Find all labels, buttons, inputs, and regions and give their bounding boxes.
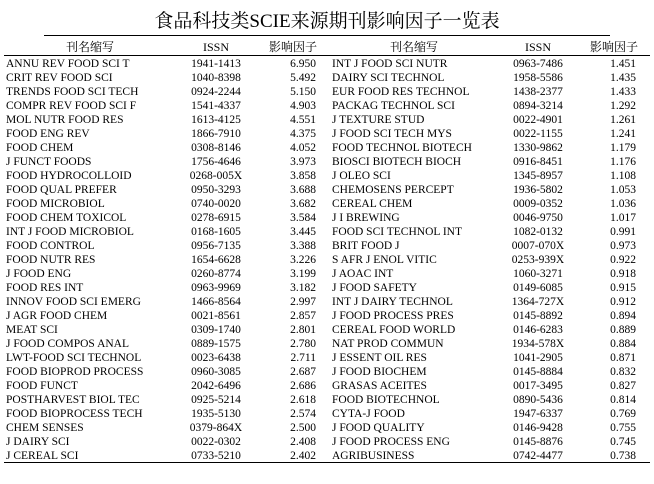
cell-journal-name: FOOD FUNCT: [6, 379, 78, 392]
cell-issn: 1941-1413: [191, 57, 241, 70]
column-header-issn: ISSN: [498, 40, 578, 56]
cell-journal-name: FOOD RES INT: [6, 281, 84, 294]
table-row: [330, 56, 650, 71]
cell-impact-factor: 4.375: [290, 127, 316, 140]
cell-impact-factor: 0.918: [610, 267, 636, 280]
cell-impact-factor: 3.584: [290, 211, 316, 224]
cell-journal-name: GRASAS ACEITES: [332, 379, 427, 392]
cell-impact-factor: 2.408: [290, 435, 316, 448]
cell-journal-name: POSTHARVEST BIOL TEC: [6, 393, 140, 406]
cell-journal-name: J FOOD ENG: [6, 267, 72, 280]
table-row: [4, 112, 330, 126]
cell-issn: 0309-1740: [191, 323, 241, 336]
cell-issn: 0960-3085: [191, 365, 241, 378]
cell-impact-factor: 0.814: [610, 393, 636, 406]
cell-impact-factor: 0.832: [610, 365, 636, 378]
column-header-impact: 影响因子: [578, 40, 650, 56]
cell-impact-factor: 3.688: [290, 183, 316, 196]
table-row: [4, 168, 330, 182]
table-row: [330, 420, 650, 434]
cell-impact-factor: 0.915: [610, 281, 636, 294]
cell-impact-factor: 0.871: [610, 351, 636, 364]
cell-journal-name: FOOD BIOTECHNOL: [332, 393, 440, 406]
cell-issn: 1613-4125: [191, 113, 241, 126]
cell-impact-factor: 2.402: [256, 448, 330, 463]
cell-issn: 1330-9862: [513, 141, 563, 154]
cell-issn: 1082-0132: [513, 225, 563, 238]
table-row: [4, 266, 330, 280]
table-row: [330, 98, 650, 112]
cell-journal-name: FOOD NUTR RES: [6, 253, 96, 266]
cell-journal-name: NAT PROD COMMUN: [332, 337, 444, 350]
cell-impact-factor: 0.755: [610, 421, 636, 434]
table-row: [4, 420, 330, 434]
cell-journal-name: MOL NUTR FOOD RES: [6, 113, 124, 126]
page-title: 食品科技类SCIE来源期刊影响因子一览表: [44, 4, 610, 36]
cell-impact-factor: 1.292: [610, 99, 636, 112]
cell-impact-factor: 4.052: [290, 141, 316, 154]
cell-impact-factor: 2.500: [290, 421, 316, 434]
cell-issn: 0146-9428: [513, 421, 563, 434]
cell-issn: 0733-5210: [176, 448, 256, 463]
cell-journal-name: J CEREAL SCI: [4, 448, 176, 463]
table-row: [4, 434, 330, 448]
cell-issn: 0742-4477: [498, 448, 578, 463]
cell-issn: 0022-1155: [513, 127, 563, 140]
table-row: [4, 336, 330, 350]
cell-journal-name: INT J DAIRY TECHNOL: [332, 295, 453, 308]
table-row: [330, 336, 650, 350]
cell-impact-factor: 3.226: [290, 253, 316, 266]
cell-impact-factor: 1.108: [610, 169, 636, 182]
cell-journal-name: FOOD BIOPROD PROCESS: [6, 365, 144, 378]
cell-journal-name: CYTA-J FOOD: [332, 407, 405, 420]
cell-impact-factor: 6.950: [290, 57, 316, 70]
cell-journal-name: EUR FOOD RES TECHNOL: [332, 85, 470, 98]
cell-journal-name: INT J FOOD SCI NUTR: [332, 57, 448, 70]
table-row: [4, 196, 330, 210]
cell-issn: 1438-2377: [513, 85, 563, 98]
table-row: [330, 210, 650, 224]
cell-impact-factor: 1.435: [610, 71, 636, 84]
cell-issn: 0924-2244: [191, 85, 241, 98]
cell-journal-name: INT J FOOD MICROBIOL: [6, 225, 134, 238]
cell-impact-factor: 4.551: [290, 113, 316, 126]
cell-journal-name: FOOD ENG REV: [6, 127, 90, 140]
cell-impact-factor: 1.179: [610, 141, 636, 154]
cell-impact-factor: 3.388: [290, 239, 316, 252]
table-row: [4, 154, 330, 168]
cell-journal-name: AGRIBUSINESS: [330, 448, 498, 463]
column-header-name: 刊名缩写: [330, 40, 498, 56]
table-row: [4, 378, 330, 392]
cell-impact-factor: 0.769: [610, 407, 636, 420]
cell-journal-name: PACKAG TECHNOL SCI: [332, 99, 455, 112]
table-row: [330, 378, 650, 392]
cell-journal-name: FOOD CHEM TOXICOL: [6, 211, 127, 224]
cell-issn: 0009-0352: [513, 197, 563, 210]
cell-issn: 0963-7486: [513, 57, 563, 70]
cell-journal-name: FOOD SCI TECHNOL INT: [332, 225, 463, 238]
table-row: [4, 182, 330, 196]
cell-issn: 0017-3495: [513, 379, 563, 392]
cell-issn: 1756-4646: [191, 155, 241, 168]
cell-issn: 1364-727X: [511, 295, 565, 308]
cell-impact-factor: 2.687: [290, 365, 316, 378]
cell-issn: 0963-9969: [191, 281, 241, 294]
cell-journal-name: ANNU REV FOOD SCI T: [6, 57, 130, 70]
table-row: [4, 280, 330, 294]
table-body-left: [4, 56, 330, 463]
cell-issn: 1060-3271: [513, 267, 563, 280]
cell-issn: 1654-6628: [191, 253, 241, 266]
table-row: [4, 364, 330, 378]
cell-impact-factor: 2.997: [290, 295, 316, 308]
cell-impact-factor: 1.241: [610, 127, 636, 140]
table-row: [330, 406, 650, 420]
cell-issn: 0046-9750: [513, 211, 563, 224]
cell-issn: 0278-6915: [191, 211, 241, 224]
cell-issn: 0308-8146: [191, 141, 241, 154]
cell-journal-name: FOOD MICROBIOL: [6, 197, 105, 210]
table-row: [4, 224, 330, 238]
cell-impact-factor: 0.991: [610, 225, 636, 238]
cell-issn: 0740-0020: [191, 197, 241, 210]
cell-issn: 2042-6496: [191, 379, 241, 392]
table-row: [330, 252, 650, 266]
cell-journal-name: FOOD BIOPROCESS TECH: [6, 407, 143, 420]
cell-journal-name: CRIT REV FOOD SCI: [6, 71, 113, 84]
table-row: [4, 252, 330, 266]
table-row: [330, 126, 650, 140]
cell-impact-factor: 1.017: [610, 211, 636, 224]
table-row: [330, 154, 650, 168]
cell-journal-name: J FOOD PROCESS PRES: [332, 309, 454, 322]
cell-impact-factor: 1.261: [610, 113, 636, 126]
cell-journal-name: INNOV FOOD SCI EMERG: [6, 295, 141, 308]
table-row: [4, 308, 330, 322]
cell-journal-name: FOOD TECHNOL BIOTECH: [332, 141, 472, 154]
cell-journal-name: CEREAL CHEM: [332, 197, 413, 210]
cell-journal-name: J I BREWING: [332, 211, 400, 224]
cell-issn: 0023-6438: [191, 351, 241, 364]
cell-journal-name: DAIRY SCI TECHNOL: [332, 71, 445, 84]
cell-issn: 0925-5214: [191, 393, 241, 406]
table-row: [4, 140, 330, 154]
table-row: [4, 392, 330, 406]
cell-issn: 0890-5436: [513, 393, 563, 406]
table-row: [330, 266, 650, 280]
cell-journal-name: J TEXTURE STUD: [332, 113, 425, 126]
table-row: [330, 392, 650, 406]
cell-journal-name: S AFR J ENOL VITIC: [332, 253, 437, 266]
cell-impact-factor: 3.973: [290, 155, 316, 168]
cell-journal-name: J AGR FOOD CHEM: [6, 309, 108, 322]
cell-journal-name: COMPR REV FOOD SCI F: [6, 99, 137, 112]
cell-issn: 0145-8876: [513, 435, 563, 448]
cell-impact-factor: 0.889: [610, 323, 636, 336]
cell-journal-name: FOOD HYDROCOLLOID: [6, 169, 132, 182]
table-row: [4, 84, 330, 98]
cell-issn: 1040-8398: [191, 71, 241, 84]
journal-table-right: [330, 40, 650, 463]
table-row: [330, 84, 650, 98]
cell-journal-name: J FOOD COMPOS ANAL: [6, 337, 130, 350]
table-row: [330, 448, 650, 463]
cell-journal-name: BRIT FOOD J: [332, 239, 400, 252]
cell-journal-name: MEAT SCI: [6, 323, 58, 336]
cell-impact-factor: 1.036: [610, 197, 636, 210]
table-header-row: [4, 40, 330, 56]
cell-issn: 0889-1575: [191, 337, 241, 350]
journal-tables: [4, 40, 650, 463]
cell-issn: 0260-8774: [191, 267, 241, 280]
journal-table-left: [4, 40, 330, 463]
table-row: [330, 140, 650, 154]
cell-impact-factor: 0.827: [610, 379, 636, 392]
cell-impact-factor: 0.884: [610, 337, 636, 350]
cell-impact-factor: 3.182: [290, 281, 316, 294]
cell-impact-factor: 2.780: [290, 337, 316, 350]
cell-impact-factor: 2.857: [290, 309, 316, 322]
table-row: [330, 434, 650, 448]
cell-issn: 1866-7910: [191, 127, 241, 140]
cell-impact-factor: 0.922: [610, 253, 636, 266]
cell-journal-name: J OLEO SCI: [332, 169, 391, 182]
table-body-right: [330, 56, 650, 463]
cell-journal-name: FOOD CONTROL: [6, 239, 95, 252]
cell-impact-factor: 0.973: [610, 239, 636, 252]
table-row: [4, 448, 330, 463]
cell-impact-factor: 2.801: [290, 323, 316, 336]
table-row: [330, 364, 650, 378]
cell-journal-name: J FOOD PROCESS ENG: [332, 435, 450, 448]
cell-impact-factor: 0.745: [610, 435, 636, 448]
cell-issn: 0268-005X: [189, 169, 243, 182]
cell-impact-factor: 4.903: [290, 99, 316, 112]
table-row: [4, 322, 330, 336]
cell-journal-name: J AOAC INT: [332, 267, 394, 280]
cell-impact-factor: 0.912: [610, 295, 636, 308]
cell-issn: 1934-578X: [511, 337, 565, 350]
cell-issn: 1466-8564: [191, 295, 241, 308]
cell-impact-factor: 3.682: [290, 197, 316, 210]
cell-impact-factor: 0.738: [578, 448, 650, 463]
cell-impact-factor: 2.618: [290, 393, 316, 406]
table-row: [330, 308, 650, 322]
cell-journal-name: LWT-FOOD SCI TECHNOL: [6, 351, 142, 364]
cell-journal-name: FOOD QUAL PREFER: [6, 183, 117, 196]
table-row: [330, 112, 650, 126]
table-row: [330, 238, 650, 252]
table-row: [330, 280, 650, 294]
table-row: [4, 350, 330, 364]
table-row: [4, 98, 330, 112]
table-header-row: [330, 40, 650, 56]
cell-journal-name: J FOOD QUALITY: [332, 421, 425, 434]
cell-impact-factor: 1.433: [610, 85, 636, 98]
cell-journal-name: J DAIRY SCI: [6, 435, 70, 448]
cell-impact-factor: 3.199: [290, 267, 316, 280]
table-row: [330, 70, 650, 84]
cell-journal-name: J FUNCT FOODS: [6, 155, 92, 168]
cell-impact-factor: 5.150: [290, 85, 316, 98]
cell-issn: 0145-8884: [513, 365, 563, 378]
cell-issn: 0021-8561: [191, 309, 241, 322]
cell-issn: 0253-939X: [511, 253, 565, 266]
table-row: [4, 294, 330, 308]
cell-journal-name: J FOOD SAFETY: [332, 281, 417, 294]
cell-impact-factor: 0.894: [610, 309, 636, 322]
cell-impact-factor: 3.445: [290, 225, 316, 238]
cell-impact-factor: 2.711: [290, 351, 316, 364]
table-row: [4, 210, 330, 224]
cell-issn: 0956-7135: [191, 239, 241, 252]
table-row: [4, 70, 330, 84]
cell-issn: 0950-3293: [191, 183, 241, 196]
cell-journal-name: BIOSCI BIOTECH BIOCH: [332, 155, 462, 168]
cell-journal-name: J FOOD BIOCHEM: [332, 365, 427, 378]
table-row: [4, 56, 330, 71]
cell-impact-factor: 5.492: [290, 71, 316, 84]
cell-issn: 1541-4337: [191, 99, 241, 112]
table-row: [4, 126, 330, 140]
cell-impact-factor: 1.053: [610, 183, 636, 196]
cell-issn: 0916-8451: [513, 155, 563, 168]
cell-issn: 0022-0302: [191, 435, 241, 448]
cell-journal-name: CHEM SENSES: [6, 421, 84, 434]
table-row: [330, 294, 650, 308]
cell-journal-name: CHEMOSENS PERCEPT: [332, 183, 454, 196]
cell-journal-name: TRENDS FOOD SCI TECH: [6, 85, 139, 98]
cell-impact-factor: 2.686: [290, 379, 316, 392]
cell-issn: 0379-864X: [189, 421, 243, 434]
cell-issn: 1958-5586: [513, 71, 563, 84]
table-row: [330, 224, 650, 238]
cell-issn: 1936-5802: [513, 183, 563, 196]
column-header-name: 刊名缩写: [4, 40, 176, 56]
cell-issn: 0145-8892: [513, 309, 563, 322]
table-row: [330, 196, 650, 210]
table-row: [330, 322, 650, 336]
cell-issn: 1947-6337: [513, 407, 563, 420]
cell-issn: 1041-2905: [513, 351, 563, 364]
cell-issn: 0146-6283: [513, 323, 563, 336]
cell-journal-name: J FOOD SCI TECH MYS: [332, 127, 452, 140]
table-row: [330, 182, 650, 196]
table-row: [4, 406, 330, 420]
table-row: [330, 168, 650, 182]
cell-impact-factor: 3.858: [290, 169, 316, 182]
cell-issn: 1345-8957: [513, 169, 563, 182]
cell-journal-name: FOOD CHEM: [6, 141, 74, 154]
cell-issn: 0007-070X: [511, 239, 565, 252]
cell-impact-factor: 2.574: [290, 407, 316, 420]
cell-issn: 0149-6085: [513, 281, 563, 294]
table-row: [330, 350, 650, 364]
column-header-impact: 影响因子: [256, 40, 330, 56]
cell-issn: 1935-5130: [191, 407, 241, 420]
cell-journal-name: J ESSENT OIL RES: [332, 351, 427, 364]
column-header-issn: ISSN: [176, 40, 256, 56]
table-row: [4, 238, 330, 252]
cell-journal-name: CEREAL FOOD WORLD: [332, 323, 456, 336]
cell-issn: 0022-4901: [513, 113, 563, 126]
cell-impact-factor: 1.176: [610, 155, 636, 168]
cell-issn: 0894-3214: [513, 99, 563, 112]
cell-issn: 0168-1605: [191, 225, 241, 238]
cell-impact-factor: 1.451: [610, 57, 636, 70]
